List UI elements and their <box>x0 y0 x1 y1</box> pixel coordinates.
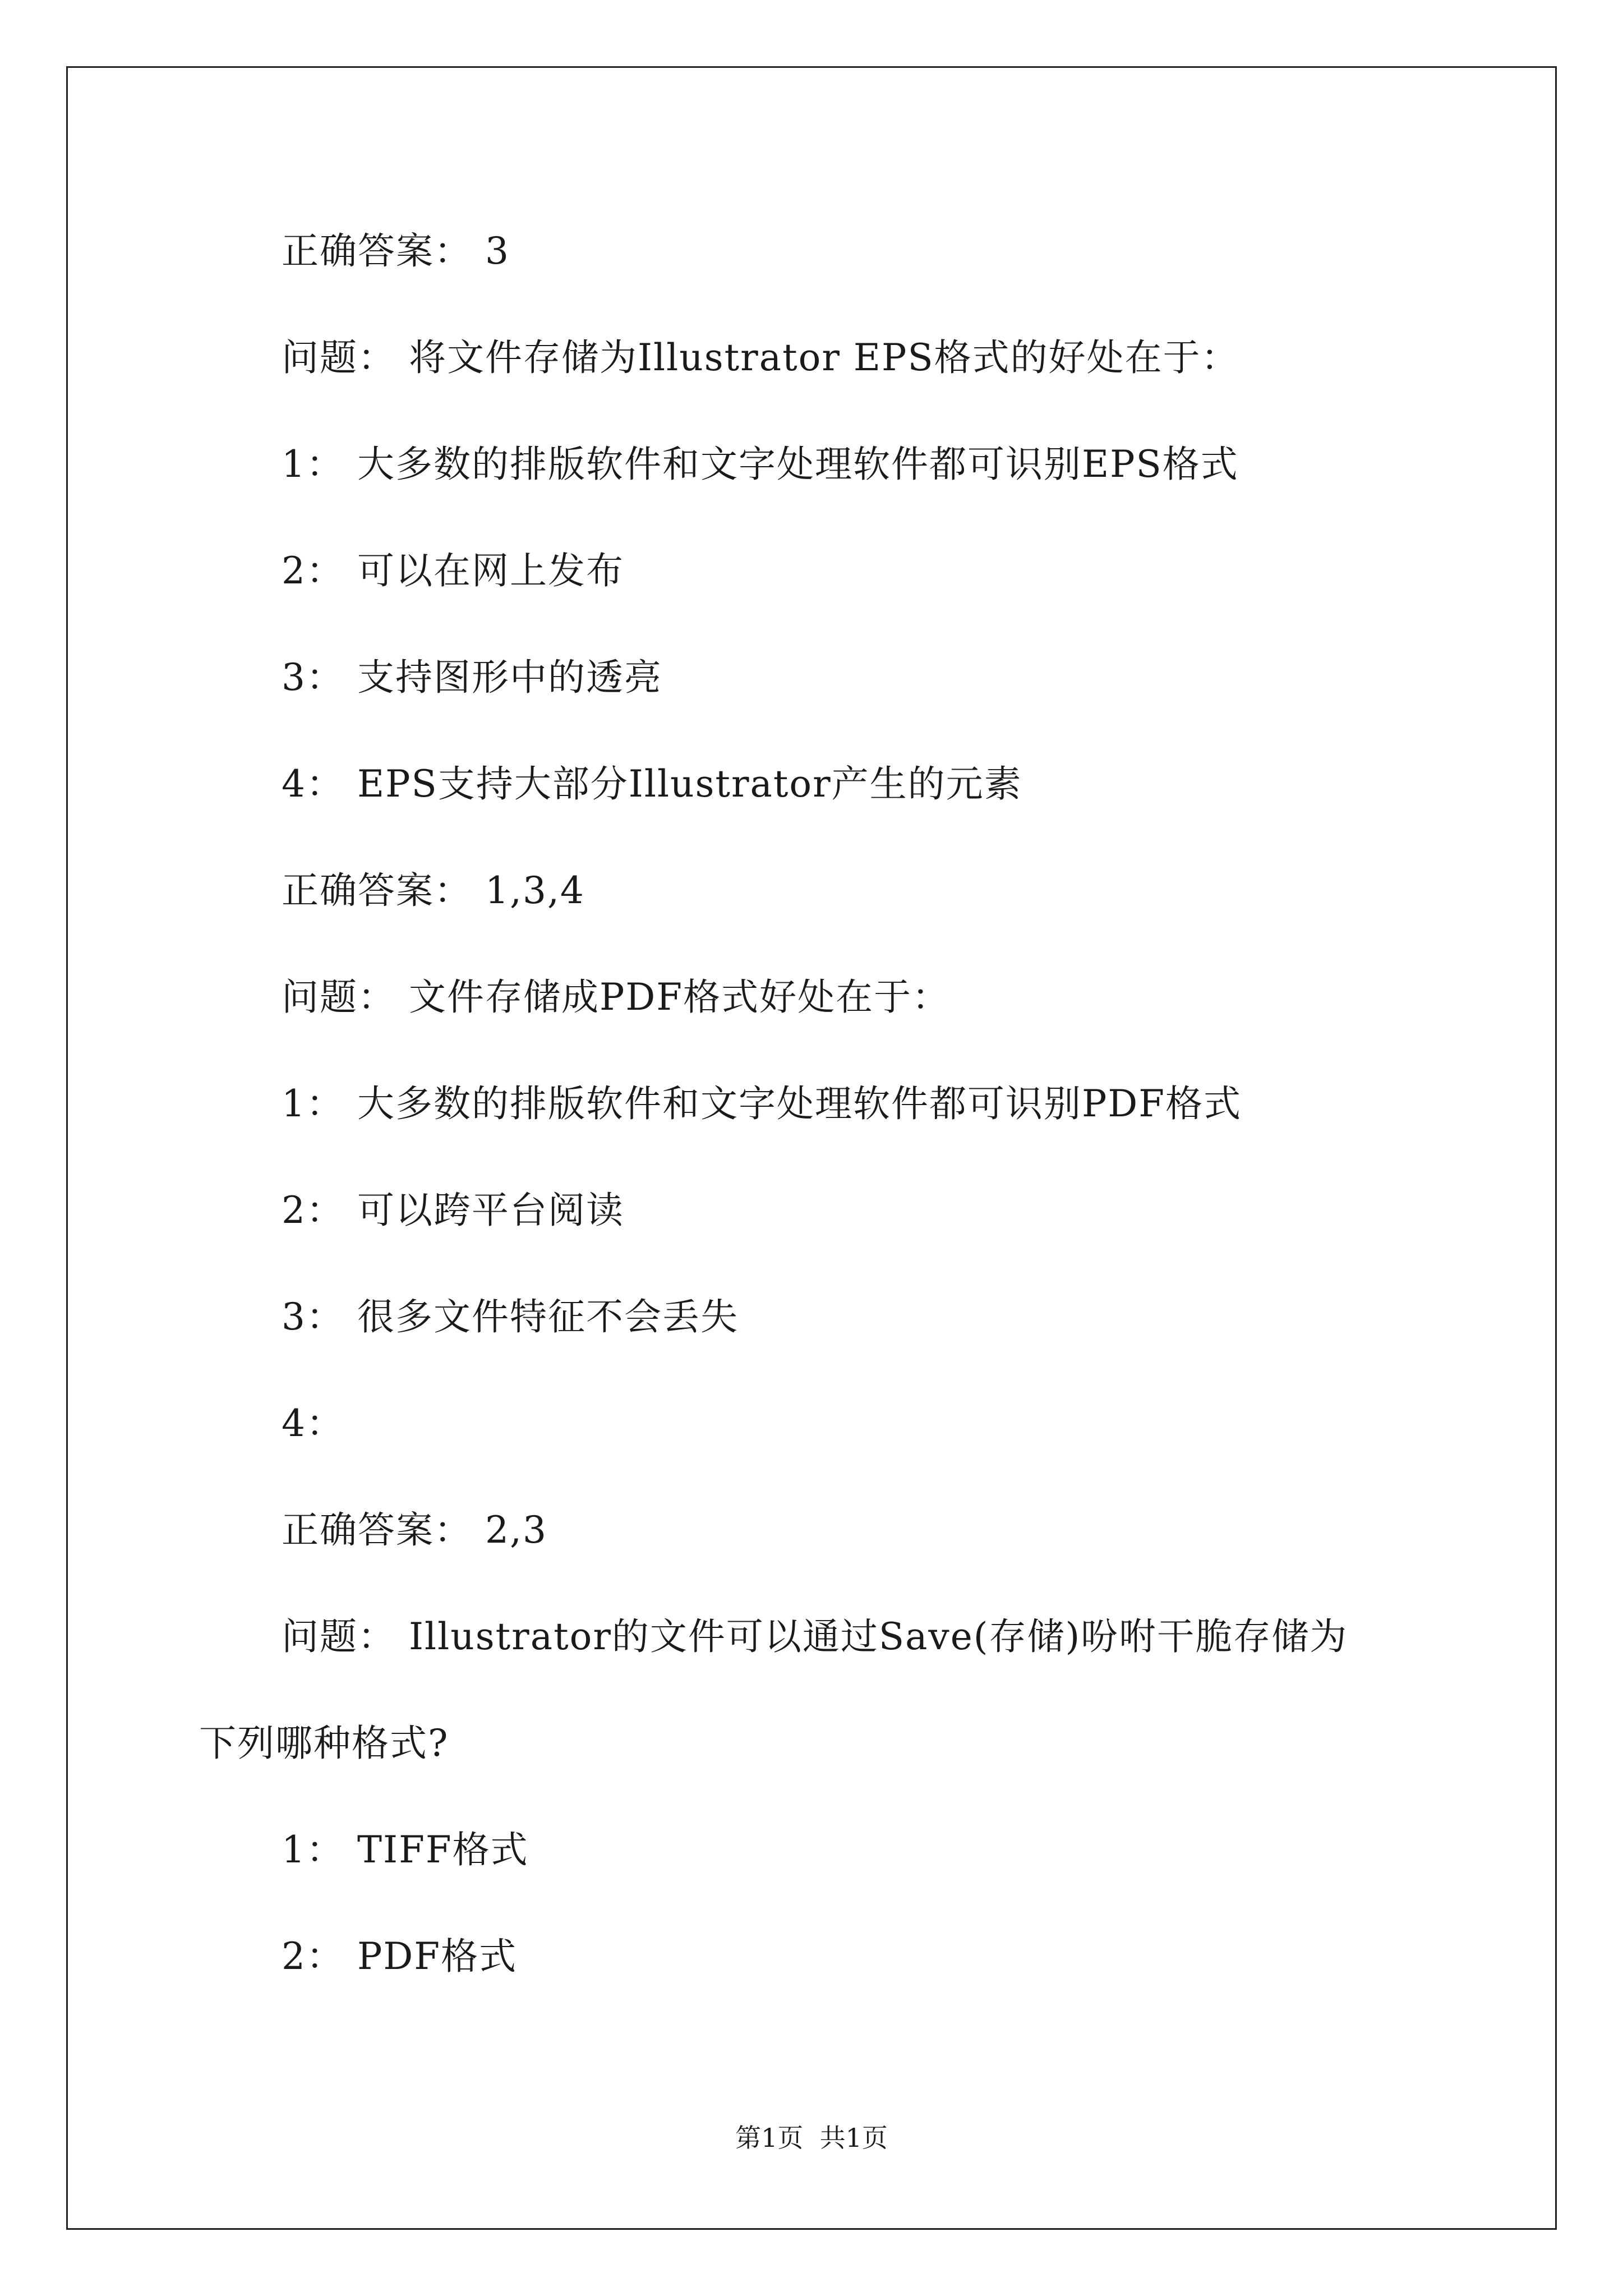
answer-line: 正确答案： 2,3 <box>282 1508 547 1552</box>
option-line: 3： 很多文件特征不会丢失 <box>282 1295 739 1338</box>
page-border <box>66 66 1557 2230</box>
answer-line: 正确答案： 1,3,4 <box>282 869 585 912</box>
option-line: 2： 可以在网上发布 <box>282 549 624 592</box>
option-line: 4： <box>282 1402 344 1445</box>
option-line: 2： PDF格式 <box>282 1935 518 1978</box>
option-line: 3： 支持图形中的透亮 <box>282 656 662 699</box>
option-line: 2： 可以跨平台阅读 <box>282 1189 624 1232</box>
question-line: 问题： 文件存储成PDF格式好处在于： <box>282 976 951 1019</box>
option-line: 1： TIFF格式 <box>282 1828 529 1871</box>
option-line: 1： 大多数的排版软件和文字处理软件都可识别EPS格式 <box>282 443 1239 486</box>
page-footer: 第1页 共1页 <box>735 2123 888 2153</box>
option-line: 4： EPS支持大部分Illustrator产生的元素 <box>282 762 1022 806</box>
question-line-continued: 下列哪种格式? <box>199 1722 449 1765</box>
answer-line: 正确答案： 3 <box>282 229 510 273</box>
option-line: 1： 大多数的排版软件和文字处理软件都可识别PDF格式 <box>282 1082 1242 1125</box>
question-line: 问题： Illustrator的文件可以通过Save(存储)吩咐干脆存储为 <box>282 1615 1348 1658</box>
question-line: 问题： 将文件存储为Illustrator EPS格式的好处在于： <box>282 336 1239 379</box>
